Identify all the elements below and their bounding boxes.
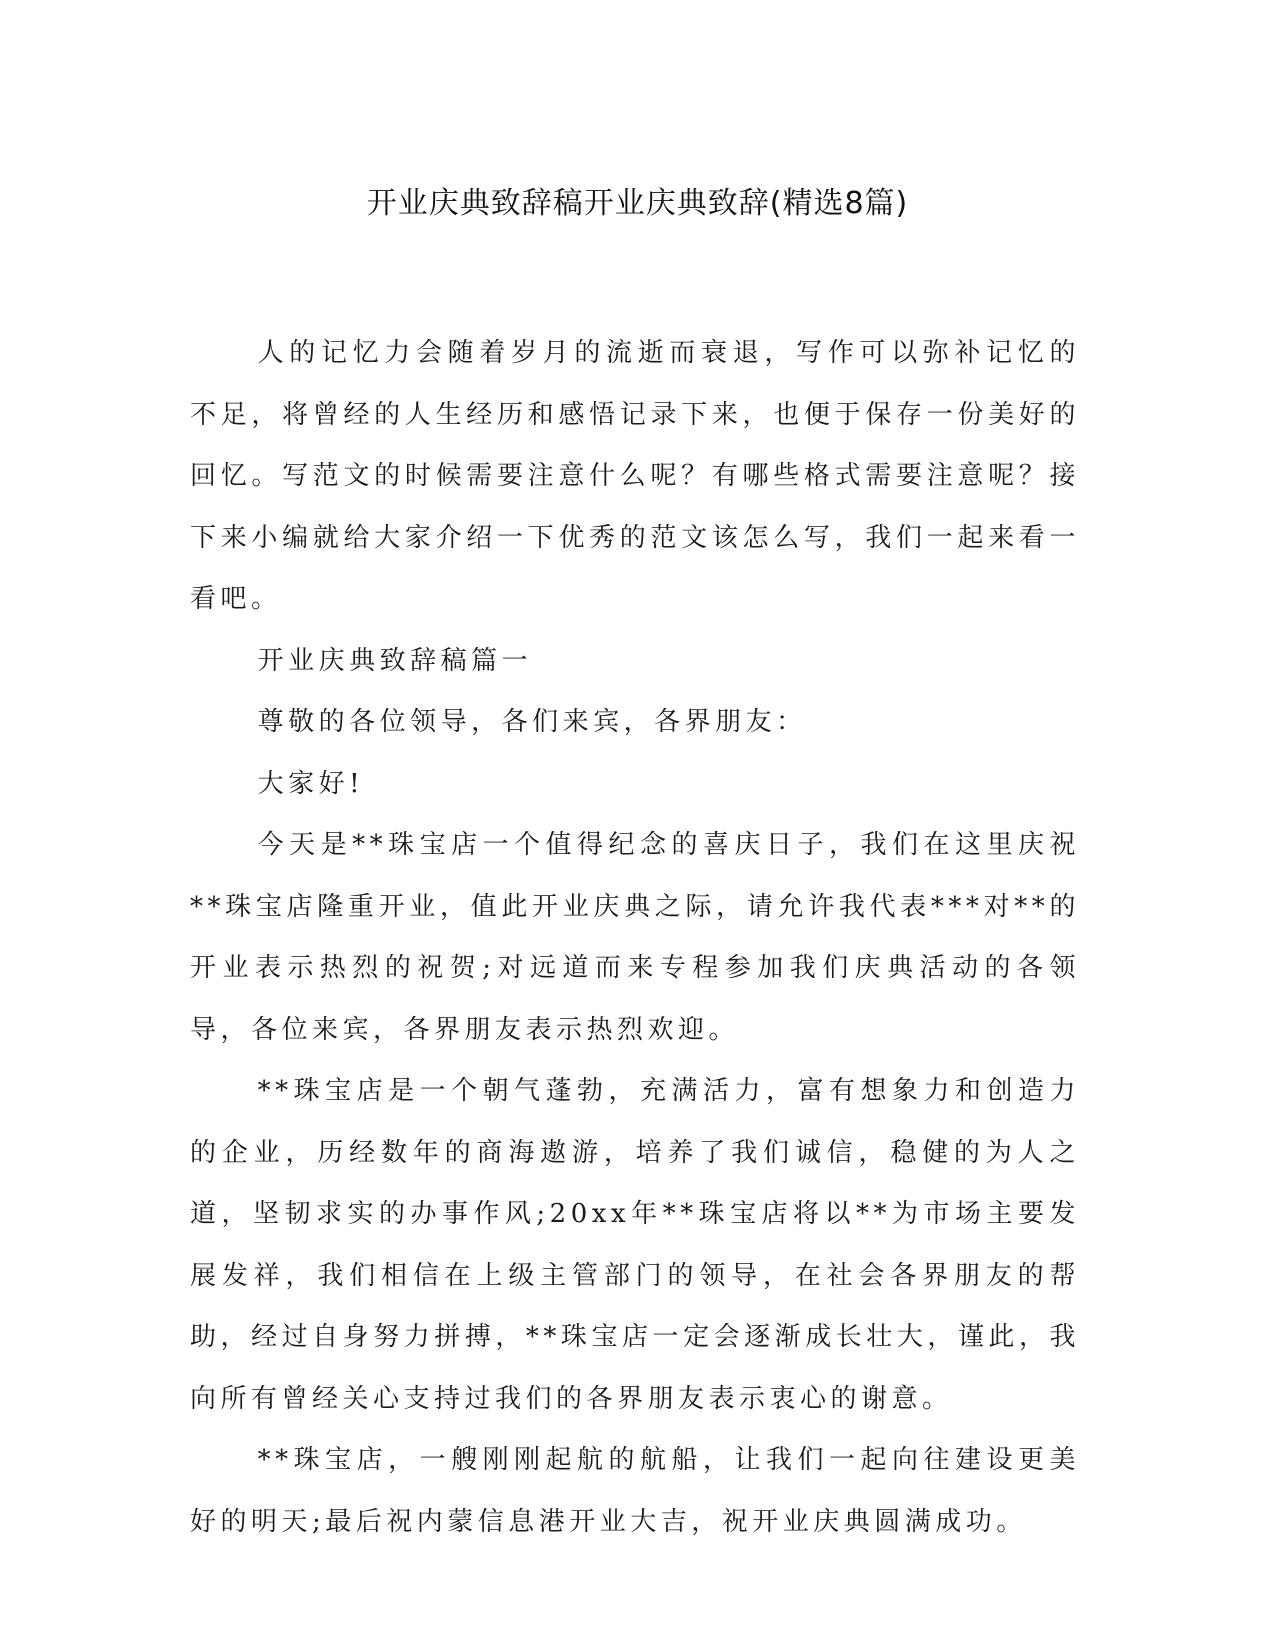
document-title: 开业庆典致辞稿开业庆典致辞(精选8篇) <box>366 186 909 221</box>
document-body <box>190 323 1080 1553</box>
paragraph-salutation: 尊敬的各位领导，各们来宾，各界朋友： <box>257 707 807 737</box>
paragraph-company: **珠宝店是一个朝气蓬勃，充满活力，富有想象力和创造力的企业，历经数年的商海遨游，培养了我们诚信，稳健的为人之道，坚韧求实的办事作风;20xx年**珠宝店将以**为市场主要发展发祥，我们相信在上级主管部门的领导，在社会各界朋友的帮助，经过自身努力拼搏，**珠宝店一定会逐渐成长壮大，谨此，我向所有曾经关心支持过我们的各界朋友表示衷心的谢意。 <box>190 1076 1080 1414</box>
paragraph-celebration: 今天是**珠宝店一个值得纪念的喜庆日子，我们在这里庆祝**珠宝店隆重开业，值此开业庆典之际，请允许我代表***对**的开业表示热烈的祝贺;对远道而来专程参加我们庆典活动的各领导，各位来宾，各界朋友表示热烈欢迎。 <box>190 830 1080 1045</box>
paragraph-greeting: 大家好! <box>257 768 365 799</box>
paragraph-section-heading: 开业庆典致辞稿篇一 <box>257 645 533 676</box>
paragraph-closing: **珠宝店，一艘刚刚起航的航船，让我们一起向往建设更美好的明天;最后祝内蒙信息港开业大吉，祝开业庆典圆满成功。 <box>190 1445 1080 1537</box>
paragraph-intro: 人的记忆力会随着岁月的流逝而衰退，写作可以弥补记忆的不足，将曾经的人生经历和感悟记录下来，也便于保存一份美好的回忆。写范文的时候需要注意什么呢？有哪些格式需要注意呢？接下来小编就给大家介绍一下优秀的范文该怎么写，我们一起来看一看吧。 <box>190 338 1080 614</box>
